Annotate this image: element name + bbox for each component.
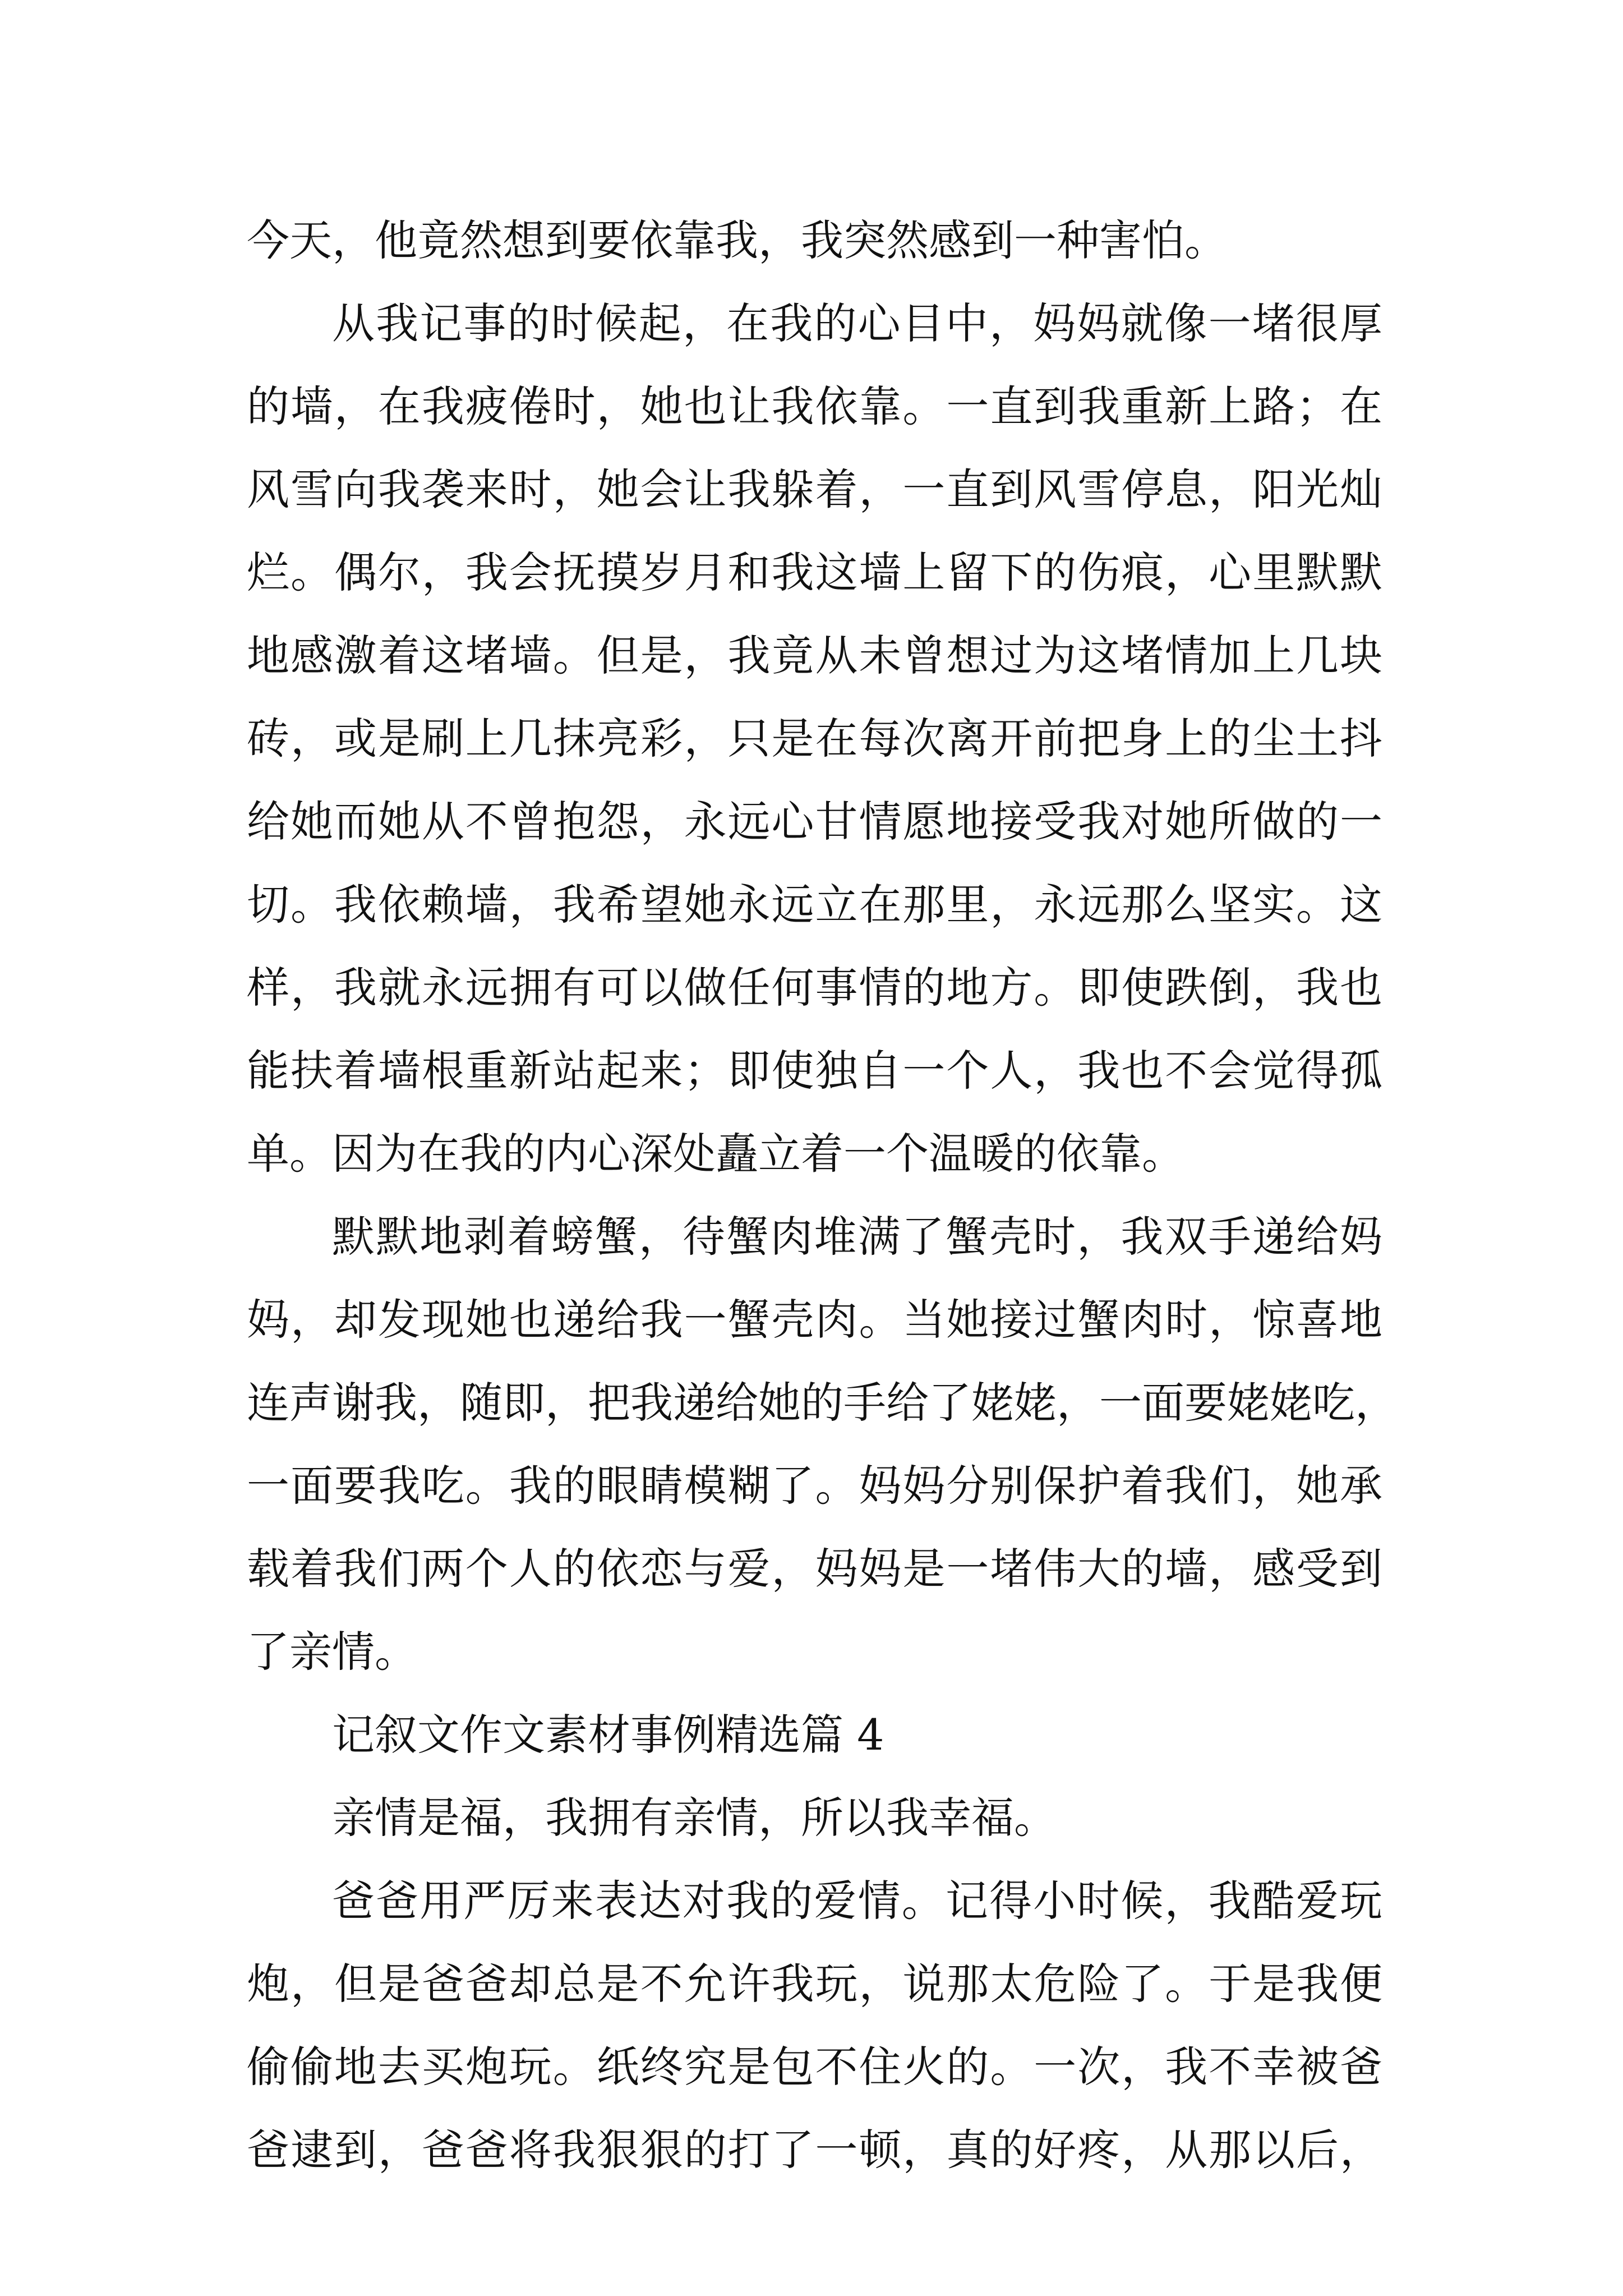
text-line: 砖，或是刷上几抹亮彩，只是在每次离开前把身上的尘土抖	[247, 714, 1382, 763]
text-line: 给她而她从不曾抱怨，永远心甘情愿地接受我对她所做的一	[247, 797, 1382, 846]
paragraph	[247, 282, 1382, 1195]
text-line: 能扶着墙根重新站起来；即使独自一个人，我也不会觉得孤	[247, 1046, 1382, 1096]
text-line: 载着我们两个人的依恋与爱，妈妈是一堵伟大的墙，感受到	[247, 1544, 1382, 1594]
text-line: 了亲情。	[247, 1627, 417, 1677]
text-line: 今天，他竟然想到要依靠我，我突然感到一种害怕。	[247, 215, 1227, 265]
paragraph	[247, 1777, 1382, 1860]
text-line: 切。我依赖墙，我希望她永远立在那里，永远那么坚实。这	[247, 880, 1382, 930]
text-line: 爸逮到，爸爸将我狠狠的打了一顿，真的好疼，从那以后，	[247, 2125, 1382, 2175]
text-line: 爸爸用严厉来表达对我的爱情。记得小时候，我酷爱玩	[332, 1876, 1382, 1926]
text-line: 一面要我吃。我的眼睛模糊了。妈妈分别保护着我们，她承	[247, 1461, 1382, 1511]
section-heading	[247, 1694, 1382, 1777]
paragraph	[247, 199, 1382, 282]
paragraph	[247, 1195, 1398, 1694]
paragraph	[247, 1860, 1382, 2192]
text-line: 地感激着这堵墙。但是，我竟从未曾想过为这堵情加上几块	[247, 631, 1382, 680]
text-line: 亲情是福，我拥有亲情，所以我幸福。	[332, 1793, 1057, 1843]
text-line: 风雪向我袭来时，她会让我躲着，一直到风雪停息，阳光灿	[247, 464, 1382, 514]
text-line: 样，我就永远拥有可以做任何事情的地方。即使跌倒，我也	[247, 963, 1382, 1013]
text-line: 从我记事的时候起，在我的心目中，妈妈就像一堵很厚	[332, 298, 1382, 348]
text-line: 妈，却发现她也递给我一蟹壳肉。当她接过蟹肉时，惊喜地	[247, 1295, 1382, 1345]
text-line: 烂。偶尔，我会抚摸岁月和我这墙上留下的伤痕，心里默默	[247, 547, 1382, 597]
text-line: 的墙，在我疲倦时，她也让我依靠。一直到我重新上路；在	[247, 381, 1382, 431]
text-line: 默默地剥着螃蟹，待蟹肉堆满了蟹壳时，我双手递给妈	[332, 1212, 1382, 1262]
text-line: 记叙文作文素材事例精选篇 4	[332, 1710, 884, 1760]
text-line: 炮，但是爸爸却总是不允许我玩，说那太危险了。于是我便	[247, 1959, 1382, 2009]
text-line: 偷偷地去买炮玩。纸终究是包不住火的。一次，我不幸被爸	[247, 2042, 1382, 2092]
text-line: 单。因为在我的内心深处矗立着一个温暖的依靠。	[247, 1129, 1184, 1179]
document-body	[247, 199, 1398, 2192]
text-line: 连声谢我，随即，把我递给她的手给了姥姥，一面要姥姥吃，	[247, 1378, 1398, 1428]
